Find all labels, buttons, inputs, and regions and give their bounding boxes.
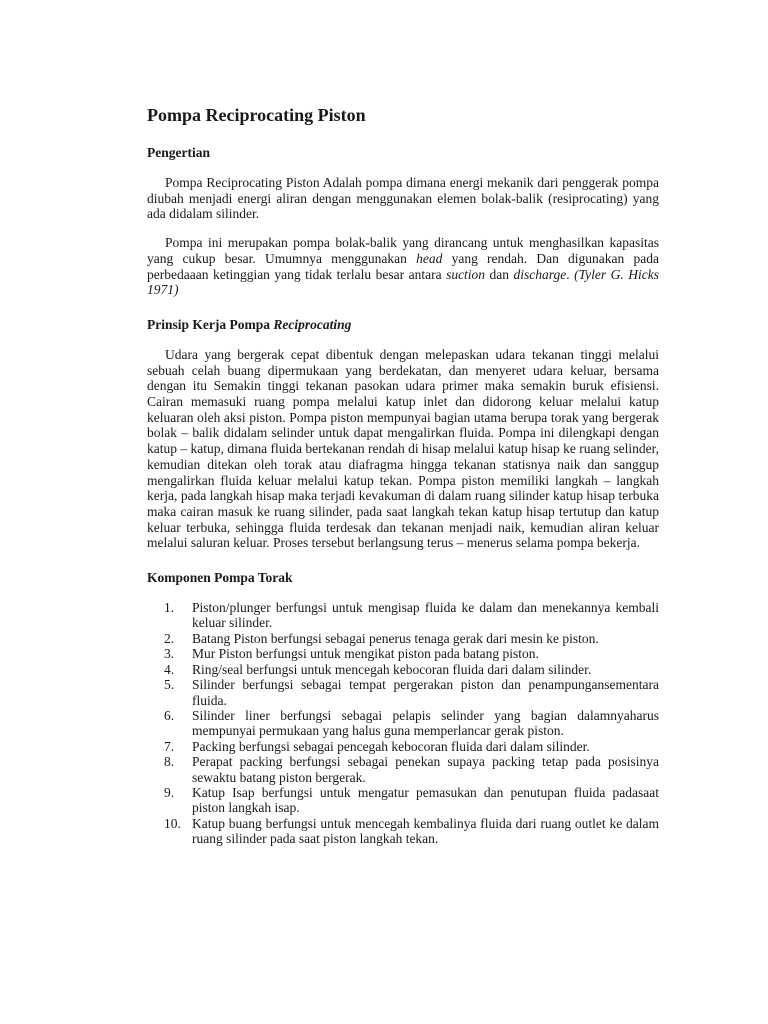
document-page (147, 104, 659, 847)
list-item (147, 708, 659, 739)
list-item-text: Ring/seal berfungsi untuk mencegah kebocoran fluida dari dalam silinder. (192, 661, 592, 677)
list-item-text: Silinder liner berfungsi sebagai pelapis selinder yang bagian dalamnyaharus mempunyai permukaan yang halus guna memperlancar gerak piston. (192, 707, 659, 739)
list-item-number: 8. (164, 754, 175, 770)
list-item-text: Piston/plunger berfungsi untuk mengisap fluida ke dalam dan menekannya kembali keluar silinder. (192, 600, 659, 631)
paragraph-definition: Pompa Reciprocating Piston Adalah pompa dimana energi mekanik dari penggerak pompa diubah menjadi energi aliran dengan menggunakan elemen bolak-balik (resiprocating) yang ada didalam silinder. (147, 175, 659, 222)
list-item-number: 2. (164, 630, 175, 646)
term-suction: suction (446, 266, 486, 282)
list-item (147, 662, 659, 677)
list-item (147, 677, 659, 708)
list-item-number: 9. (164, 784, 175, 800)
list-item-text: Packing berfungsi sebagai pencegah kebocoran fluida dari dalam silinder. (192, 738, 590, 754)
list-item (147, 754, 659, 785)
list-item (147, 816, 659, 847)
document-title: Pompa Reciprocating Piston (147, 105, 366, 125)
heading-pengertian: Pengertian (147, 145, 210, 160)
list-item-text: Mur Piston berfungsi untuk mengikat piston pada batang piston. (192, 646, 539, 662)
list-item-text: Batang Piston berfungsi sebagai penerus tenaga gerak dari mesin ke piston. (192, 630, 599, 646)
list-item (147, 631, 659, 646)
list-item-text: Katup Isap berfungsi untuk mengatur pemasukan dan penutupan fluida padasaat piston langkah isap. (192, 784, 659, 816)
list-item-number: 3. (164, 646, 175, 662)
list-item (147, 646, 659, 661)
heading-komponen: Komponen Pompa Torak (147, 570, 293, 586)
term-head: head (416, 250, 443, 266)
paragraph-description: Pompa ini merupakan pompa bolak-balik yang dirancang untuk menghasilkan kapasitas yang cukup besar. Umumnya menggunakan head yang rendah. Dan digunakan pada perbedaaan ketinggian yang tidak terlalu besar antara suction dan discharge. (Tyler G. Hicks 1971) (147, 235, 660, 298)
list-item-number: 10. (164, 815, 181, 831)
list-item-number: 5. (164, 677, 175, 693)
component-list (147, 600, 659, 847)
term-discharge: discharge (513, 266, 567, 282)
paragraph-working-principle: Udara yang bergerak cepat dibentuk dengan melepaskan udara tekanan tinggi melalui sebuah celah buang dipermukaan yang berdekatan, dan menyeret udara keluar, bersama dengan itu Semakin tinggi tekanan pasokan udara primer maka semakin buruk efisiensi. Cairan memasuki ruang pompa melalui katup inlet dan didorong keluar melalui katup keluaran oleh aksi piston. Pompa piston mempunyai bagian utama berupa torak yang bergerak bolak – balik didalam selinder untuk dapat mengalirkan fluida. Pompa ini dilengkapi dengan katup – katup, dimana fluida bertekanan rendah di hisap melalui katup hisap ke ruang selinder, kemudian ditekan oleh torak atau diafragma hingga tekanan statisnya naik dan sanggup mengalirkan fluida keluar melalui katup tekan. Pompa piston memiliki langkah – langkah kerja, pada langkah hisap maka terjadi kevakuman di dalam ruang silinder katup hisap terbuka maka cairan masuk ke ruang silinder, pada saat langkah tekan katup hisap tertutup dan katup keluar terbuka, sehingga fluida terdesak dan tekanan menjadi naik, kemudian aliran keluar melalui saluran keluar. Proses tersebut berlangsung terus – menerus selama pompa bekerja. (147, 346, 659, 551)
heading-prinsip-kerja: Prinsip Kerja Pompa Reciprocating (147, 316, 352, 332)
list-item-number: 1. (164, 600, 175, 616)
list-item-number: 6. (164, 707, 175, 723)
citation: (Tyler G. Hicks 1971) (147, 266, 660, 298)
list-item-text: Perapat packing berfungsi sebagai penekan supaya packing tetap pada posisinya sewaktu batang piston bergerak. (192, 754, 659, 785)
list-item-number: 7. (164, 738, 175, 754)
list-item-text: Katup buang berfungsi untuk mencegah kembalinya fluida dari ruang outlet ke dalam ruang silinder pada saat piston langkah tekan. (192, 815, 659, 847)
list-item-text: Silinder berfungsi sebagai tempat pergerakan piston dan penampungansementara fluida. (192, 677, 659, 708)
list-item (147, 600, 659, 631)
list-item-number: 4. (164, 661, 175, 677)
list-item (147, 785, 659, 816)
list-item (147, 739, 659, 754)
